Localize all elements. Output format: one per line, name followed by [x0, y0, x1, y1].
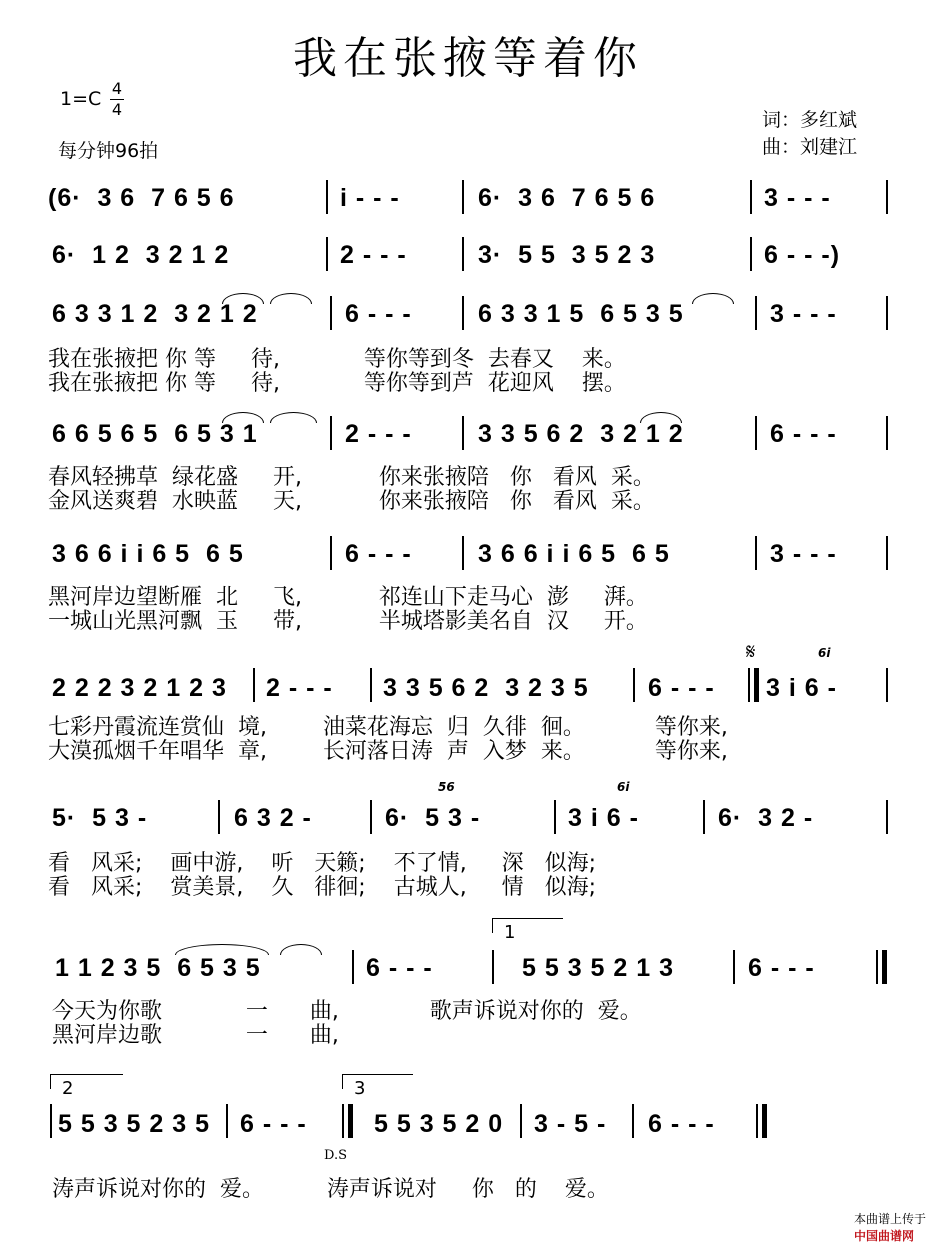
row7-measure5: 6· 3 2 - — [718, 804, 814, 832]
segno-sign: 𝄋 — [746, 640, 756, 665]
lyricist-credit: 词：多红斌 — [762, 109, 858, 131]
footer-source — [846, 1196, 926, 1244]
row6-measure3: 3 3 5 6 2 3 2 3 5 — [383, 674, 589, 702]
row4-lyric-verse1: 春风轻拂草 绿花盛 开, 你来张掖陪 你 看风 采。 — [48, 465, 655, 490]
row4-measure4: 6 - - - — [770, 420, 837, 448]
row2-measure3: 3· 5 5 3 5 2 3 — [478, 241, 656, 269]
composer-credit: 曲：刘建江 — [762, 136, 858, 158]
time-sig-bottom: 4 — [111, 100, 123, 119]
volta-2: 2 — [62, 1078, 74, 1099]
row9-lyric: 涛声诉说对你的 爱。 涛声诉说对 你 的 爱。 — [52, 1177, 609, 1202]
da-segno-marking: D.S — [324, 1148, 347, 1163]
row8-lyric-verse2: 黑河岸边歌 一 曲, — [52, 1023, 339, 1048]
row3-measure1: 6 3 3 1 2 3 2 1 2 — [52, 300, 258, 328]
row4-measure2: 2 - - - — [345, 420, 412, 448]
row7-measure4: 3 i 6 - — [568, 804, 639, 832]
row1-measure2: i - - - — [340, 184, 400, 212]
row5-measure4: 3 - - - — [770, 540, 837, 568]
time-signature — [110, 80, 124, 119]
row6-measure1: 2 2 2 3 2 1 2 3 — [52, 674, 227, 702]
row2-measure1: 6· 1 2 3 2 1 2 — [52, 241, 230, 269]
grace-note-1: 6i — [818, 646, 831, 660]
row6-lyric-verse2: 大漠孤烟千年唱华 章, 长河落日涛 声 入梦 来。 等你来, — [48, 739, 728, 764]
row4-measure1: 6 6 5 6 5 6 5 3 1 — [52, 420, 258, 448]
row2-measure2: 2 - - - — [340, 241, 407, 269]
tempo-marking: 每分钟96拍 — [58, 140, 159, 162]
row9-measure2: 6 - - - — [240, 1110, 307, 1138]
row8-lyric-verse1: 今天为你歌 一 曲, 歌声诉说对你的 爱。 — [52, 999, 642, 1024]
row3-lyric-verse2: 我在张掖把 你 等 待, 等你等到芦 花迎风 摆。 — [48, 371, 626, 396]
row5-measure3: 3 6 6 i i 6 5 6 5 — [478, 540, 670, 568]
row6-measure2: 2 - - - — [266, 674, 333, 702]
row8-measure1: 1 1 2 3 5 6 5 3 5 — [55, 954, 261, 982]
row1-measure4: 3 - - - — [764, 184, 831, 212]
row3-measure2: 6 - - - — [345, 300, 412, 328]
row6-measure4: 6 - - - — [648, 674, 715, 702]
row5-lyric-verse2: 一城山光黑河飘 玉 带, 半城塔影美名自 汉 开。 — [48, 609, 648, 634]
score-title: 我在张掖等着你 — [293, 33, 643, 84]
row9-measure4: 3 - 5 - — [534, 1110, 607, 1138]
row4-measure3: 3 3 5 6 2 3 2 1 2 — [478, 420, 684, 448]
row1-measure3: 6· 3 6 7 6 5 6 — [478, 184, 656, 212]
row7-lyric-verse2: 看 风采; 赏美景, 久 徘徊; 古城人, 情 似海; — [48, 875, 597, 900]
row7-measure2: 6 3 2 - — [234, 804, 312, 832]
row7-lyric-verse1: 看 风采; 画中游, 听 天籁; 不了情, 深 似海; — [48, 851, 597, 876]
footer-prefix: 本曲谱上传于 — [853, 1212, 926, 1226]
row3-measure4: 3 - - - — [770, 300, 837, 328]
grace-note-2: 56 — [438, 780, 455, 794]
row2-measure4: 6 - - -) — [764, 241, 841, 269]
row5-measure2: 6 - - - — [345, 540, 412, 568]
row9-measure3: 5 5 3 5 2 0 — [374, 1110, 504, 1138]
time-sig-top: 4 — [111, 79, 123, 98]
volta-1: 1 — [504, 922, 516, 943]
row8-measure4: 6 - - - — [748, 954, 815, 982]
row3-lyric-verse1: 我在张掖把 你 等 待, 等你等到冬 去春又 来。 — [48, 347, 626, 372]
row8-measure3: 5 5 3 5 2 1 3 — [522, 954, 675, 982]
row6-lyric-verse1: 七彩丹霞流连赏仙 境, 油菜花海忘 归 久徘 徊。 等你来, — [48, 715, 728, 740]
row5-lyric-verse1: 黑河岸边望断雁 北 飞, 祁连山下走马心 澎 湃。 — [48, 585, 648, 610]
row7-measure1: 5· 5 3 - — [52, 804, 148, 832]
row4-lyric-verse2: 金风送爽碧 水映蓝 天, 你来张掖陪 你 看风 采。 — [48, 489, 655, 514]
footer-brand: 中国曲谱网 — [853, 1229, 914, 1243]
row9-measure1: 5 5 3 5 2 3 5 — [58, 1110, 211, 1138]
row9-measure5: 6 - - - — [648, 1110, 715, 1138]
volta-3: 3 — [354, 1078, 366, 1099]
row6-measure5: 3 i 6 - — [766, 674, 837, 702]
row8-measure2: 6 - - - — [366, 954, 433, 982]
row1-measure1: (6· 3 6 7 6 5 6 — [48, 184, 235, 212]
row5-measure1: 3 6 6 i i 6 5 6 5 — [52, 540, 244, 568]
row7-measure3: 6· 5 3 - — [385, 804, 481, 832]
row3-measure3: 6 3 3 1 5 6 5 3 5 — [478, 300, 684, 328]
grace-note-3: 6i — [617, 780, 630, 794]
key-signature: 1=C — [60, 88, 102, 110]
